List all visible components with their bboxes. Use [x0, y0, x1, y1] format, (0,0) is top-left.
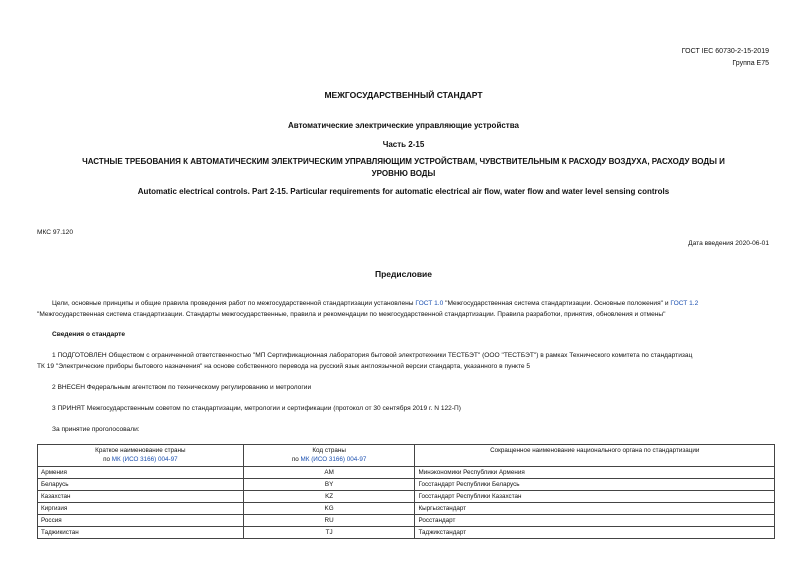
document-group: Группа Е75: [732, 60, 769, 67]
paragraph-text: "Межгосударственная система стандартизации. Основные положения" и: [443, 300, 671, 307]
document-part: Часть 2-15: [382, 140, 425, 149]
code-cell: RU: [243, 515, 415, 527]
header-standards-body: Сокращенное наименование национального органа по стандартизации: [415, 445, 775, 467]
table-header-row: [38, 445, 775, 467]
header-text: по: [103, 456, 112, 463]
paragraph-text: Цели, основные принципы и общие правила проведения работ по межгосударственной стандартизации установлены: [52, 300, 416, 307]
code-cell: AM: [243, 467, 415, 479]
header-country-code: [243, 445, 415, 467]
document-subtitle: Автоматические электрические управляющие устройства: [287, 121, 519, 130]
table-row: [38, 479, 775, 491]
document-designation: ГОСТ IEC 60730-2-15-2019: [681, 48, 769, 55]
body-cell: Госстандарт Республики Казахстан: [415, 491, 775, 503]
foreword-paragraph-1-cont: "Межгосударственная система стандартизации. Стандарты межгосударственные, правила и рекомендации по межгосударственной стандартизации. Правила разработки, принятия, обновления и отмены": [37, 311, 666, 318]
item-3: 3 ПРИНЯТ Межгосударственным советом по стандартизации, метрологии и сертификации (протокол от 30 сентября 2019 г. N 122-П): [52, 405, 461, 412]
country-cell: Таджикистан: [38, 527, 244, 539]
header-text: Код страны: [312, 447, 346, 454]
table-row: [38, 527, 775, 539]
intro-date: Дата введения 2020-06-01: [688, 240, 769, 247]
gost-1-0-link[interactable]: ГОСТ 1.0: [415, 300, 444, 307]
body-cell: Минэкономики Республики Армения: [415, 467, 775, 479]
header-text: Краткое наименование страны: [95, 447, 186, 454]
body-cell: Таджикстандарт: [415, 527, 775, 539]
country-cell: Россия: [38, 515, 244, 527]
item-1-line2: ТК 19 "Электрические приборы бытового назначения" на основе собственного перевода на русский язык англоязычной версии стандарта, указанного в пункте 5: [37, 363, 531, 370]
table-row: [38, 491, 775, 503]
item-1-line1: 1 ПОДГОТОВЛЕН Обществом с ограниченной ответственностью "МП Сертификационная лаборатория бытовой электротехники ТЕСТБЭТ" (ООО "ТЕСТБЭТ") в рамках Технического комитета по стандартизац: [52, 352, 693, 359]
voting-countries-table: [37, 444, 775, 539]
title-en: Automatic electrical controls. Part 2-15. Particular requirements for automatic electrical air flow, water flow and water level sensing controls: [137, 187, 670, 196]
title-ru-line2: УРОВНЮ ВОДЫ: [371, 169, 436, 178]
table-row: [38, 515, 775, 527]
standard-type-title: МЕЖГОСУДАРСТВЕННЫЙ СТАНДАРТ: [324, 90, 483, 100]
mk-iso-link[interactable]: МК (ИСО 3166) 004-97: [300, 456, 367, 463]
mks-code: МКС 97.120: [37, 229, 74, 236]
code-cell: TJ: [243, 527, 415, 539]
table-row: [38, 503, 775, 515]
code-cell: BY: [243, 479, 415, 491]
foreword-paragraph-1: [52, 300, 698, 307]
country-cell: Киргизия: [38, 503, 244, 515]
country-cell: Казахстан: [38, 491, 244, 503]
title-ru-line1: ЧАСТНЫЕ ТРЕБОВАНИЯ К АВТОМАТИЧЕСКИМ ЭЛЕКТРИЧЕСКИМ УПРАВЛЯЮЩИМ УСТРОЙСТВАМ, ЧУВСТВИТЕЛЬНЫМ К РАСХОДУ ВОЗДУХА, РАСХОДУ ВОДЫ И: [82, 157, 725, 166]
item-2: 2 ВНЕСЕН Федеральным агентством по техническому регулированию и метрологии: [52, 384, 312, 391]
foreword-heading: Предисловие: [374, 269, 433, 279]
country-cell: Армения: [38, 467, 244, 479]
gost-1-2-link[interactable]: ГОСТ 1.2: [670, 300, 699, 307]
mk-iso-link[interactable]: МК (ИСО 3166) 004-97: [111, 456, 178, 463]
voted-label: За принятие проголосовали:: [52, 426, 140, 433]
body-cell: Госстандарт Республики Беларусь: [415, 479, 775, 491]
body-cell: Росстандарт: [415, 515, 775, 527]
country-cell: Беларусь: [38, 479, 244, 491]
header-text: по: [291, 456, 301, 463]
header-country-name: [38, 445, 244, 467]
body-cell: Кыргызстандарт: [415, 503, 775, 515]
code-cell: KZ: [243, 491, 415, 503]
info-heading: Сведения о стандарте: [52, 331, 126, 338]
table-row: [38, 467, 775, 479]
code-cell: KG: [243, 503, 415, 515]
